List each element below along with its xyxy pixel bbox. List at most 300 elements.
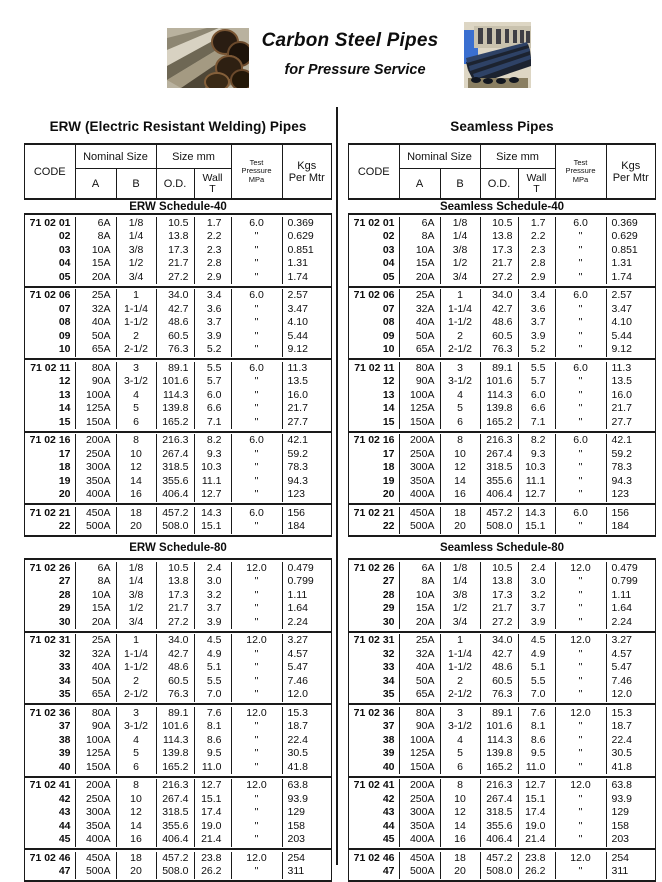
kgs-per-mtr-cell: 0.799 — [287, 575, 314, 587]
code-cell: 71 02 01 — [349, 217, 400, 231]
col-header-nominal-size: Nominal Size — [76, 145, 157, 169]
row-group — [24, 433, 332, 506]
wall-t-cell: 3.0 — [519, 575, 556, 589]
code-cell: 35 — [349, 688, 400, 702]
kgs-per-mtr-cell: 5.47 — [287, 661, 308, 673]
od-cell: 48.6 — [157, 661, 195, 675]
nominal-a-cell: 20A — [76, 271, 117, 285]
kgs-per-mtr-cell: 4.10 — [611, 316, 632, 328]
od-cell: 457.2 — [157, 507, 195, 521]
code-cell: 15 — [25, 416, 76, 430]
od-cell: 34.0 — [481, 634, 519, 648]
test-pressure-cell: " — [556, 575, 607, 589]
wall-t-cell: 3.4 — [519, 289, 556, 303]
kgs-per-mtr-cell: 1.74 — [611, 270, 632, 283]
nominal-a-cell: 40A — [76, 316, 117, 330]
nominal-b-cell: 3 — [117, 707, 157, 721]
wall-t-cell: 1.7 — [519, 217, 556, 231]
code-cell: 02 — [25, 230, 76, 244]
kgs-per-mtr-cell: 1.11 — [611, 588, 632, 601]
nominal-b-cell: 4 — [117, 389, 157, 403]
code-cell: 35 — [25, 688, 76, 702]
test-pressure-cell: 12.0 — [556, 852, 607, 866]
wall-t-cell: 3.7 — [195, 602, 232, 616]
wall-t-cell: 7.1 — [195, 416, 232, 430]
nominal-a-cell: 400A — [76, 488, 117, 502]
code-cell: 15 — [349, 416, 400, 430]
od-cell: 76.3 — [481, 688, 519, 702]
code-cell: 28 — [25, 589, 76, 603]
row-group — [24, 505, 332, 537]
wall-t-cell: 3.9 — [519, 616, 556, 630]
nominal-a-cell: 10A — [76, 589, 117, 603]
kgs-per-mtr-cell: 59.2 — [611, 447, 632, 460]
kgs-per-mtr-cell: 15.3 — [611, 706, 632, 719]
wall-t-cell: 2.2 — [519, 230, 556, 244]
od-cell: 10.5 — [481, 217, 519, 231]
schedule-section-label: Seamless Schedule-80 — [348, 537, 656, 560]
test-pressure-cell: " — [556, 761, 607, 775]
nominal-a-cell: 15A — [76, 257, 117, 271]
od-cell: 17.3 — [481, 589, 519, 603]
wall-t-cell: 7.1 — [519, 416, 556, 430]
nominal-b-cell: 3 — [441, 362, 481, 376]
nominal-b-cell: 3-1/2 — [117, 375, 157, 389]
wall-t-cell: 2.3 — [195, 244, 232, 258]
table-header — [24, 143, 332, 200]
nominal-b-cell: 3-1/2 — [441, 375, 481, 389]
nominal-a-cell: 150A — [400, 761, 441, 775]
od-cell: 101.6 — [481, 720, 519, 734]
test-pressure-cell: " — [556, 648, 607, 662]
test-pressure-cell: " — [232, 793, 283, 807]
test-pressure-cell: 6.0 — [556, 289, 607, 303]
od-cell: 318.5 — [481, 806, 519, 820]
nominal-a-cell: 200A — [76, 434, 117, 448]
od-cell: 355.6 — [481, 820, 519, 834]
kgs-per-mtr-cell: 1.64 — [287, 602, 308, 614]
wall-t-cell: 15.1 — [519, 793, 556, 807]
nominal-a-cell: 8A — [400, 575, 441, 589]
wall-t-cell: 3.9 — [195, 616, 232, 630]
wall-t-cell: 2.4 — [519, 562, 556, 576]
kgs-per-mtr-cell: 0.369 — [287, 216, 314, 229]
test-pressure-cell: " — [232, 720, 283, 734]
nominal-b-cell: 2-1/2 — [117, 688, 157, 702]
nominal-a-cell: 65A — [400, 343, 441, 357]
nominal-b-cell: 12 — [117, 461, 157, 475]
test-pressure-cell: " — [556, 316, 607, 330]
test-pressure-cell: 12.0 — [232, 562, 283, 576]
nominal-b-cell: 12 — [441, 461, 481, 475]
test-pressure-cell: " — [556, 865, 607, 879]
nominal-b-cell: 1-1/4 — [117, 648, 157, 662]
test-pressure-cell: " — [232, 688, 283, 702]
col-header-od: O.D. — [157, 169, 195, 198]
od-cell: 89.1 — [481, 362, 519, 376]
row-group — [348, 215, 656, 288]
code-cell: 10 — [349, 343, 400, 357]
nominal-a-cell: 90A — [76, 375, 117, 389]
nominal-b-cell: 10 — [441, 793, 481, 807]
code-cell: 40 — [349, 761, 400, 775]
wall-t-cell: 6.6 — [195, 402, 232, 416]
nominal-b-cell: 1-1/4 — [441, 648, 481, 662]
od-cell: 355.6 — [157, 820, 195, 834]
nominal-b-cell: 1-1/2 — [441, 316, 481, 330]
code-cell: 45 — [349, 833, 400, 847]
od-cell: 17.3 — [157, 244, 195, 258]
test-pressure-cell: " — [556, 520, 607, 534]
nominal-a-cell: 400A — [76, 833, 117, 847]
nominal-b-cell: 5 — [117, 747, 157, 761]
code-cell: 10 — [25, 343, 76, 357]
col-header-code: CODE — [25, 145, 76, 198]
nominal-a-cell: 25A — [76, 634, 117, 648]
kgs-per-mtr-cell: 0.479 — [287, 561, 314, 574]
kgs-per-mtr-cell: 93.9 — [287, 792, 308, 805]
code-cell: 03 — [349, 244, 400, 258]
test-pressure-cell: " — [232, 389, 283, 403]
code-cell: 22 — [349, 520, 400, 534]
nominal-b-cell: 1/8 — [117, 562, 157, 576]
nominal-a-cell: 80A — [76, 362, 117, 376]
code-cell: 29 — [25, 602, 76, 616]
col-header-wall-t: Wall T — [195, 169, 232, 198]
nominal-b-cell: 18 — [117, 852, 157, 866]
kgs-per-mtr-cell: 203 — [287, 833, 306, 845]
schedule-section-label: ERW Schedule-40 — [24, 200, 332, 215]
od-cell: 21.7 — [157, 257, 195, 271]
nominal-b-cell: 1/4 — [117, 575, 157, 589]
nominal-a-cell: 20A — [400, 616, 441, 630]
code-cell: 08 — [349, 316, 400, 330]
code-cell: 22 — [25, 520, 76, 534]
code-cell: 07 — [349, 303, 400, 317]
wall-t-cell: 3.7 — [519, 316, 556, 330]
od-cell: 10.5 — [157, 217, 195, 231]
code-cell: 27 — [349, 575, 400, 589]
kgs-per-mtr-cell: 7.46 — [287, 674, 308, 687]
nominal-b-cell: 1/2 — [117, 602, 157, 616]
kgs-per-mtr-cell: 123 — [611, 488, 630, 500]
nominal-b-cell: 14 — [441, 475, 481, 489]
kgs-per-mtr-cell: 42.1 — [287, 434, 308, 446]
test-pressure-cell: " — [556, 389, 607, 403]
code-cell: 42 — [349, 793, 400, 807]
test-pressure-cell: " — [232, 461, 283, 475]
code-cell: 05 — [349, 271, 400, 285]
wall-t-cell: 3.7 — [195, 316, 232, 330]
wall-t-cell: 3.2 — [195, 589, 232, 603]
wall-t-cell: 11.0 — [195, 761, 232, 775]
test-pressure-cell: " — [232, 734, 283, 748]
test-pressure-cell: " — [232, 343, 283, 357]
test-pressure-cell: " — [232, 616, 283, 630]
kgs-per-mtr-cell: 156 — [611, 506, 630, 519]
nominal-a-cell: 300A — [400, 806, 441, 820]
nominal-b-cell: 1/4 — [117, 230, 157, 244]
code-cell: 08 — [25, 316, 76, 330]
code-cell: 07 — [25, 303, 76, 317]
test-pressure-cell: 6.0 — [556, 507, 607, 521]
test-pressure-cell: " — [556, 806, 607, 820]
row-group — [348, 705, 656, 778]
nominal-a-cell: 80A — [400, 707, 441, 721]
od-cell: 355.6 — [481, 475, 519, 489]
wall-t-cell: 3.7 — [519, 602, 556, 616]
wall-t-cell: 5.2 — [519, 343, 556, 357]
wall-t-cell: 2.8 — [195, 257, 232, 271]
kgs-per-mtr-cell: 4.10 — [287, 316, 308, 328]
kgs-per-mtr-cell: 4.57 — [611, 647, 632, 660]
wall-t-cell: 3.9 — [195, 330, 232, 344]
nominal-b-cell: 3 — [117, 362, 157, 376]
wall-t-cell: 5.7 — [195, 375, 232, 389]
wall-t-cell: 1.7 — [195, 217, 232, 231]
kgs-per-mtr-cell: 158 — [287, 819, 306, 832]
nominal-a-cell: 10A — [400, 244, 441, 258]
kgs-per-mtr-cell: 2.57 — [287, 289, 308, 301]
kgs-per-mtr-cell: 0.479 — [611, 561, 638, 574]
nominal-b-cell: 14 — [117, 475, 157, 489]
col-header-test-pressure: Test Pressure MPa — [556, 145, 607, 198]
od-cell: 318.5 — [481, 461, 519, 475]
kgs-per-mtr-cell: 2.24 — [287, 615, 308, 628]
nominal-a-cell: 125A — [400, 402, 441, 416]
test-pressure-cell: " — [556, 734, 607, 748]
wall-t-cell: 12.7 — [195, 779, 232, 793]
test-pressure-cell: 12.0 — [232, 707, 283, 721]
code-cell: 44 — [25, 820, 76, 834]
test-pressure-cell: " — [556, 271, 607, 285]
test-pressure-cell: " — [556, 375, 607, 389]
wall-t-cell: 26.2 — [519, 865, 556, 879]
code-cell: 09 — [25, 330, 76, 344]
schedule-section-label: ERW Schedule-80 — [24, 537, 332, 560]
od-cell: 21.7 — [157, 602, 195, 616]
nominal-a-cell: 32A — [400, 303, 441, 317]
nominal-a-cell: 50A — [400, 330, 441, 344]
wall-t-cell: 8.1 — [195, 720, 232, 734]
wall-t-cell: 12.7 — [195, 488, 232, 502]
od-cell: 101.6 — [481, 375, 519, 389]
code-cell: 71 02 11 — [25, 362, 76, 376]
col-header-kgs-per-mtr: Kgs Per Mtr — [288, 159, 325, 184]
nominal-b-cell: 1-1/2 — [441, 661, 481, 675]
od-cell: 165.2 — [157, 761, 195, 775]
test-pressure-cell: " — [232, 520, 283, 534]
od-cell: 13.8 — [157, 230, 195, 244]
wall-t-cell: 8.1 — [519, 720, 556, 734]
od-cell: 34.0 — [157, 289, 195, 303]
code-cell: 39 — [25, 747, 76, 761]
kgs-per-mtr-cell: 0.851 — [611, 243, 638, 256]
nominal-b-cell: 1 — [441, 634, 481, 648]
wall-t-cell: 4.9 — [519, 648, 556, 662]
col-header-wall-t: Wall T — [519, 169, 556, 198]
wall-t-cell: 5.1 — [519, 661, 556, 675]
row-group — [24, 705, 332, 778]
code-cell: 27 — [25, 575, 76, 589]
nominal-a-cell: 450A — [76, 507, 117, 521]
nominal-b-cell: 12 — [441, 806, 481, 820]
kgs-per-mtr-cell: 156 — [287, 506, 306, 519]
kgs-per-mtr-cell: 2.24 — [611, 615, 632, 628]
nominal-a-cell: 6A — [400, 562, 441, 576]
nominal-a-cell: 300A — [76, 461, 117, 475]
center-divider-line — [336, 107, 338, 865]
code-cell: 34 — [349, 675, 400, 689]
wall-t-cell: 23.8 — [519, 852, 556, 866]
test-pressure-cell: 6.0 — [556, 217, 607, 231]
nominal-b-cell: 1/8 — [117, 217, 157, 231]
od-cell: 165.2 — [481, 416, 519, 430]
od-cell: 42.7 — [481, 648, 519, 662]
kgs-per-mtr-cell: 9.12 — [287, 343, 308, 355]
nominal-a-cell: 500A — [76, 865, 117, 879]
kgs-per-mtr-cell: 18.7 — [611, 720, 632, 732]
kgs-per-mtr-cell: 129 — [611, 806, 630, 818]
od-cell: 318.5 — [157, 806, 195, 820]
od-cell: 60.5 — [481, 330, 519, 344]
code-cell: 34 — [25, 675, 76, 689]
test-pressure-cell: " — [556, 589, 607, 603]
od-cell: 318.5 — [157, 461, 195, 475]
od-cell: 27.2 — [157, 616, 195, 630]
od-cell: 42.7 — [157, 303, 195, 317]
code-cell: 47 — [25, 865, 76, 879]
nominal-a-cell: 150A — [76, 416, 117, 430]
code-cell: 38 — [25, 734, 76, 748]
od-cell: 89.1 — [481, 707, 519, 721]
od-cell: 48.6 — [157, 316, 195, 330]
nominal-a-cell: 50A — [400, 675, 441, 689]
code-cell: 71 02 16 — [25, 434, 76, 448]
test-pressure-cell: " — [556, 230, 607, 244]
col-header-kgs-per-mtr: Kgs Per Mtr — [612, 159, 649, 184]
test-pressure-cell: " — [556, 257, 607, 271]
test-pressure-cell: " — [232, 865, 283, 879]
row-group — [24, 288, 332, 361]
od-cell: 48.6 — [481, 316, 519, 330]
test-pressure-cell: " — [556, 720, 607, 734]
od-cell: 267.4 — [157, 793, 195, 807]
schedule-section-label: Seamless Schedule-40 — [348, 200, 656, 215]
nominal-a-cell: 150A — [76, 761, 117, 775]
test-pressure-cell: " — [232, 416, 283, 430]
od-cell: 27.2 — [157, 271, 195, 285]
nominal-b-cell: 5 — [441, 402, 481, 416]
wall-t-cell: 7.6 — [519, 707, 556, 721]
nominal-b-cell: 10 — [117, 793, 157, 807]
nominal-a-cell: 32A — [400, 648, 441, 662]
wall-t-cell: 7.0 — [195, 688, 232, 702]
od-cell: 27.2 — [481, 616, 519, 630]
nominal-b-cell: 1-1/4 — [117, 303, 157, 317]
row-group — [348, 633, 656, 706]
od-cell: 355.6 — [157, 475, 195, 489]
wall-t-cell: 2.9 — [519, 271, 556, 285]
code-cell: 71 02 31 — [349, 634, 400, 648]
code-cell: 17 — [25, 448, 76, 462]
row-group — [348, 560, 656, 633]
test-pressure-cell: " — [232, 833, 283, 847]
nominal-a-cell: 350A — [400, 475, 441, 489]
test-pressure-cell: 6.0 — [232, 217, 283, 231]
nominal-a-cell: 40A — [400, 661, 441, 675]
kgs-per-mtr-cell: 1.64 — [611, 602, 632, 614]
wall-t-cell: 19.0 — [519, 820, 556, 834]
nominal-b-cell: 14 — [441, 820, 481, 834]
code-cell: 05 — [25, 271, 76, 285]
nominal-a-cell: 6A — [400, 217, 441, 231]
wall-t-cell: 8.6 — [195, 734, 232, 748]
wall-t-cell: 4.5 — [195, 634, 232, 648]
code-cell: 71 02 11 — [349, 362, 400, 376]
row-group — [348, 850, 656, 882]
nominal-b-cell: 6 — [117, 416, 157, 430]
nominal-a-cell: 300A — [400, 461, 441, 475]
nominal-b-cell: 4 — [441, 389, 481, 403]
nominal-b-cell: 6 — [441, 416, 481, 430]
test-pressure-cell: 12.0 — [556, 634, 607, 648]
wall-t-cell: 14.3 — [195, 507, 232, 521]
test-pressure-cell: " — [232, 761, 283, 775]
nominal-b-cell: 1/4 — [441, 575, 481, 589]
test-pressure-cell: " — [556, 688, 607, 702]
nominal-b-cell: 20 — [441, 520, 481, 534]
nominal-b-cell: 3/8 — [441, 244, 481, 258]
nominal-a-cell: 15A — [400, 602, 441, 616]
code-cell: 33 — [349, 661, 400, 675]
code-cell: 71 02 26 — [25, 562, 76, 576]
nominal-b-cell: 8 — [441, 779, 481, 793]
kgs-per-mtr-cell: 123 — [287, 488, 306, 500]
wall-t-cell: 9.5 — [519, 747, 556, 761]
code-cell: 71 02 36 — [349, 707, 400, 721]
wall-t-cell: 9.3 — [519, 448, 556, 462]
test-pressure-cell: 12.0 — [232, 634, 283, 648]
nominal-b-cell: 1 — [117, 634, 157, 648]
nominal-b-cell: 18 — [117, 507, 157, 521]
nominal-a-cell: 125A — [76, 747, 117, 761]
nominal-b-cell: 5 — [441, 747, 481, 761]
wall-t-cell: 14.3 — [519, 507, 556, 521]
wall-t-cell: 21.4 — [519, 833, 556, 847]
test-pressure-cell: " — [232, 648, 283, 662]
kgs-per-mtr-cell: 30.5 — [611, 747, 632, 759]
col-header-od: O.D. — [481, 169, 519, 198]
wall-t-cell: 5.5 — [519, 362, 556, 376]
code-cell: 71 02 21 — [25, 507, 76, 521]
od-cell: 60.5 — [157, 675, 195, 689]
nominal-a-cell: 100A — [400, 389, 441, 403]
test-pressure-cell: " — [556, 661, 607, 675]
kgs-per-mtr-cell: 22.4 — [287, 733, 308, 746]
nominal-a-cell: 450A — [76, 852, 117, 866]
od-cell: 34.0 — [157, 634, 195, 648]
kgs-per-mtr-cell: 203 — [611, 833, 630, 845]
nominal-a-cell: 500A — [400, 865, 441, 879]
nominal-b-cell: 3 — [441, 707, 481, 721]
row-group — [348, 505, 656, 537]
row-group — [348, 360, 656, 433]
col-header-size-mm: Size mm — [157, 145, 232, 169]
wall-t-cell: 12.7 — [519, 779, 556, 793]
test-pressure-cell: " — [232, 230, 283, 244]
wall-t-cell: 12.7 — [519, 488, 556, 502]
